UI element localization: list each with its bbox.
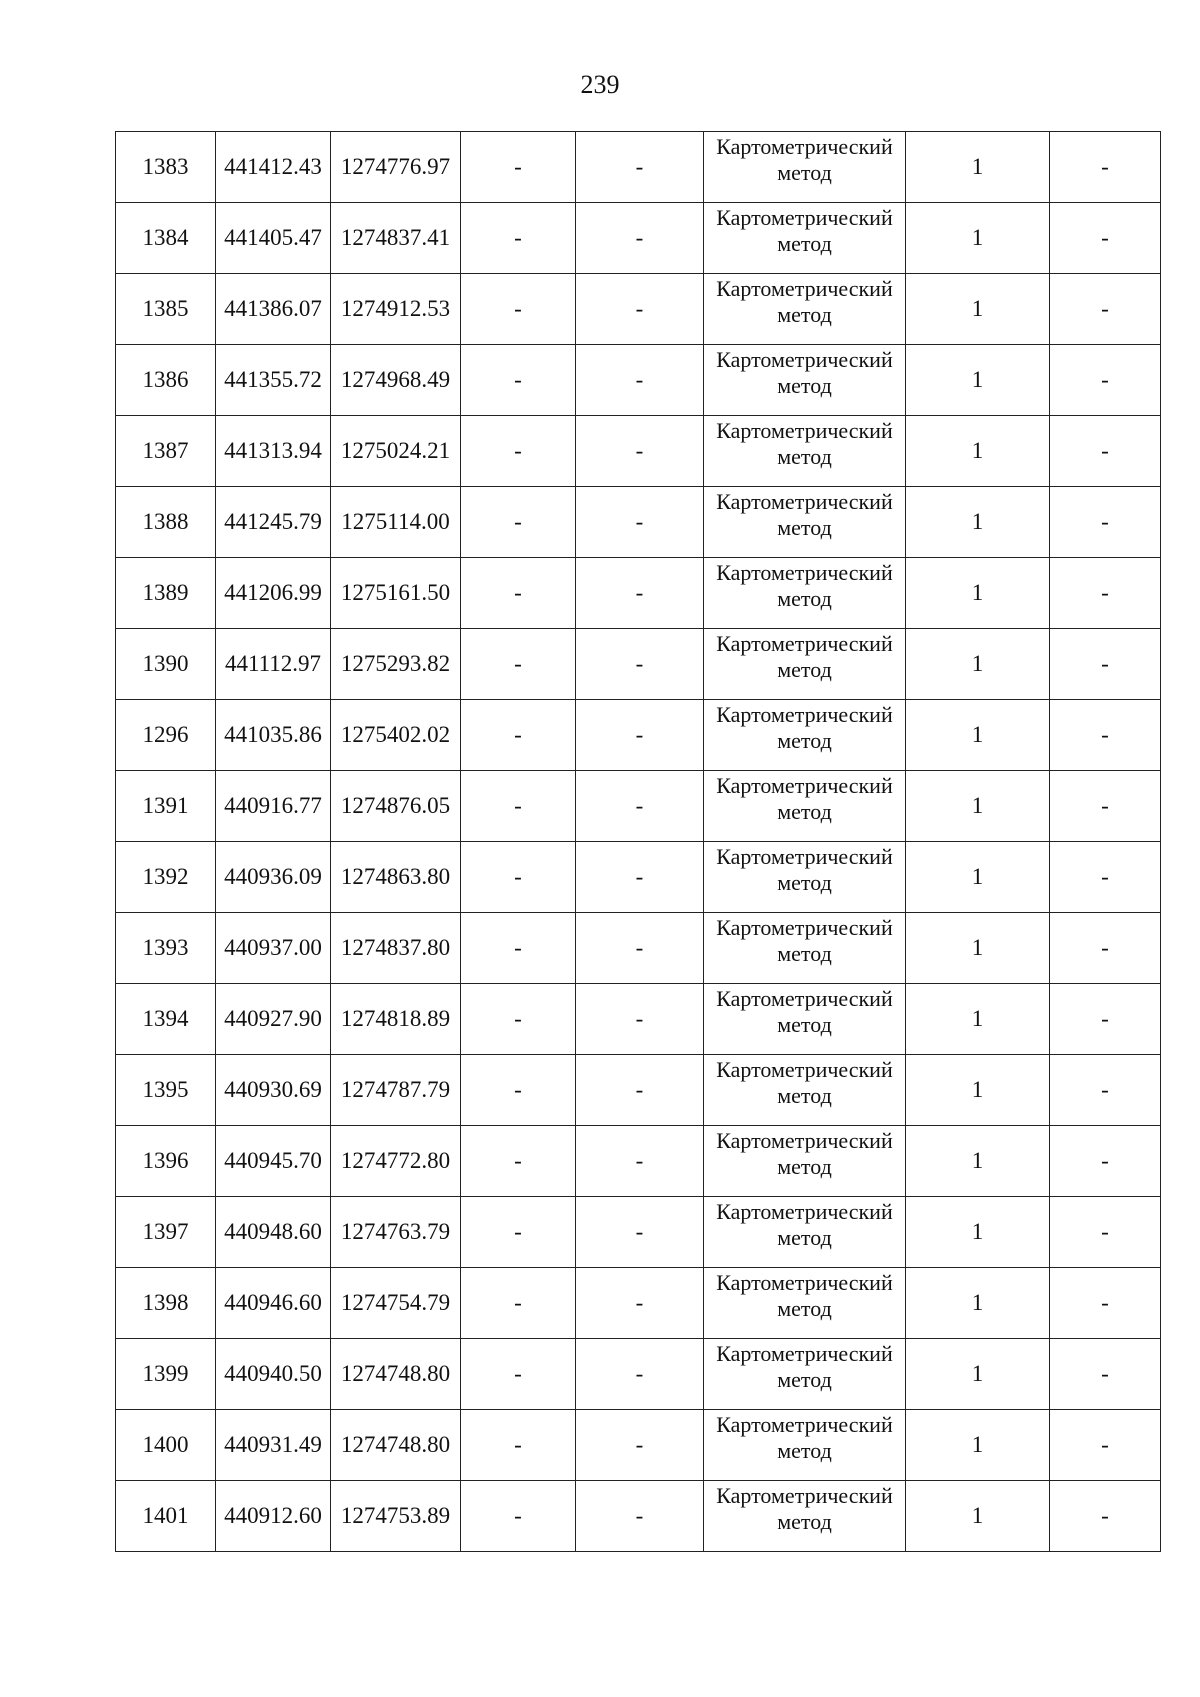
method-line-2: метод (777, 373, 832, 398)
point-number-cell: 1398 (116, 1268, 216, 1339)
method-line-1: Картометрический (716, 1199, 893, 1224)
method-line-1: Картометрический (716, 418, 893, 443)
method-cell (704, 203, 906, 274)
point-number-cell: 1400 (116, 1410, 216, 1481)
dash-cell: - (576, 1268, 704, 1339)
dash-cell: - (1050, 913, 1161, 984)
x-coordinate-cell: 440945.70 (216, 1126, 331, 1197)
dash-cell: - (576, 771, 704, 842)
y-coordinate-cell: 1274748.80 (331, 1339, 461, 1410)
method-line-1: Картометрический (716, 134, 893, 159)
x-coordinate-cell: 441245.79 (216, 487, 331, 558)
dash-cell: - (576, 1481, 704, 1552)
dash-cell: - (576, 132, 704, 203)
method-line-2: метод (777, 302, 832, 327)
dash-cell: - (576, 629, 704, 700)
method-cell (704, 558, 906, 629)
method-line-1: Картометрический (716, 844, 893, 869)
method-line-1: Картометрический (716, 1412, 893, 1437)
dash-cell: - (576, 1055, 704, 1126)
method-cell (704, 984, 906, 1055)
y-coordinate-cell: 1274787.79 (331, 1055, 461, 1126)
dash-cell: - (461, 984, 576, 1055)
dash-cell: - (1050, 345, 1161, 416)
accuracy-cell: 1 (906, 984, 1050, 1055)
dash-cell: - (461, 700, 576, 771)
table-row (116, 203, 1161, 274)
y-coordinate-cell: 1275293.82 (331, 629, 461, 700)
accuracy-cell: 1 (906, 487, 1050, 558)
method-line-2: метод (777, 1154, 832, 1179)
x-coordinate-cell: 440948.60 (216, 1197, 331, 1268)
table-row (116, 700, 1161, 771)
y-coordinate-cell: 1274776.97 (331, 132, 461, 203)
accuracy-cell: 1 (906, 203, 1050, 274)
point-number-cell: 1396 (116, 1126, 216, 1197)
table-row (116, 1126, 1161, 1197)
method-cell (704, 1126, 906, 1197)
method-cell (704, 700, 906, 771)
dash-cell: - (461, 1268, 576, 1339)
table-row (116, 558, 1161, 629)
dash-cell: - (461, 771, 576, 842)
point-number-cell: 1387 (116, 416, 216, 487)
y-coordinate-cell: 1274753.89 (331, 1481, 461, 1552)
table-row (116, 274, 1161, 345)
y-coordinate-cell: 1274748.80 (331, 1410, 461, 1481)
table-row (116, 1481, 1161, 1552)
dash-cell: - (461, 1339, 576, 1410)
x-coordinate-cell: 440931.49 (216, 1410, 331, 1481)
point-number-cell: 1296 (116, 700, 216, 771)
y-coordinate-cell: 1274818.89 (331, 984, 461, 1055)
table-row (116, 984, 1161, 1055)
accuracy-cell: 1 (906, 1339, 1050, 1410)
accuracy-cell: 1 (906, 1268, 1050, 1339)
y-coordinate-cell: 1274837.80 (331, 913, 461, 984)
method-cell (704, 1197, 906, 1268)
point-number-cell: 1394 (116, 984, 216, 1055)
method-cell (704, 771, 906, 842)
y-coordinate-cell: 1274876.05 (331, 771, 461, 842)
x-coordinate-cell: 440916.77 (216, 771, 331, 842)
dash-cell: - (576, 203, 704, 274)
accuracy-cell: 1 (906, 416, 1050, 487)
method-cell (704, 1481, 906, 1552)
method-line-1: Картометрический (716, 1270, 893, 1295)
dash-cell: - (1050, 132, 1161, 203)
dash-cell: - (461, 1410, 576, 1481)
method-line-2: метод (777, 657, 832, 682)
accuracy-cell: 1 (906, 274, 1050, 345)
table-row (116, 1268, 1161, 1339)
y-coordinate-cell: 1274968.49 (331, 345, 461, 416)
dash-cell: - (1050, 416, 1161, 487)
table-row (116, 1410, 1161, 1481)
point-number-cell: 1395 (116, 1055, 216, 1126)
point-number-cell: 1401 (116, 1481, 216, 1552)
method-line-1: Картометрический (716, 276, 893, 301)
dash-cell: - (1050, 1481, 1161, 1552)
dash-cell: - (576, 1339, 704, 1410)
dash-cell: - (1050, 771, 1161, 842)
accuracy-cell: 1 (906, 1481, 1050, 1552)
accuracy-cell: 1 (906, 771, 1050, 842)
table-row (116, 1055, 1161, 1126)
table-row (116, 1197, 1161, 1268)
dash-cell: - (1050, 1268, 1161, 1339)
table-row (116, 132, 1161, 203)
dash-cell: - (1050, 274, 1161, 345)
page-number: 239 (580, 70, 620, 99)
point-number-cell: 1392 (116, 842, 216, 913)
dash-cell: - (576, 913, 704, 984)
accuracy-cell: 1 (906, 1410, 1050, 1481)
dash-cell: - (576, 274, 704, 345)
dash-cell: - (1050, 1410, 1161, 1481)
accuracy-cell: 1 (906, 629, 1050, 700)
y-coordinate-cell: 1274863.80 (331, 842, 461, 913)
method-line-1: Картометрический (716, 489, 893, 514)
y-coordinate-cell: 1274754.79 (331, 1268, 461, 1339)
dash-cell: - (1050, 700, 1161, 771)
method-line-1: Картометрический (716, 773, 893, 798)
table-row (116, 487, 1161, 558)
x-coordinate-cell: 441355.72 (216, 345, 331, 416)
dash-cell: - (461, 274, 576, 345)
table-row (116, 416, 1161, 487)
dash-cell: - (1050, 203, 1161, 274)
method-line-2: метод (777, 1225, 832, 1250)
x-coordinate-cell: 440937.00 (216, 913, 331, 984)
method-line-1: Картометрический (716, 915, 893, 940)
x-coordinate-cell: 440927.90 (216, 984, 331, 1055)
y-coordinate-cell: 1274912.53 (331, 274, 461, 345)
method-line-1: Картометрический (716, 631, 893, 656)
method-line-1: Картометрический (716, 1057, 893, 1082)
x-coordinate-cell: 441035.86 (216, 700, 331, 771)
point-number-cell: 1390 (116, 629, 216, 700)
x-coordinate-cell: 441386.07 (216, 274, 331, 345)
method-cell (704, 132, 906, 203)
method-line-1: Картометрический (716, 205, 893, 230)
accuracy-cell: 1 (906, 1197, 1050, 1268)
method-cell (704, 1268, 906, 1339)
accuracy-cell: 1 (906, 842, 1050, 913)
method-cell (704, 487, 906, 558)
method-cell (704, 345, 906, 416)
table-row (116, 842, 1161, 913)
y-coordinate-cell: 1275161.50 (331, 558, 461, 629)
method-line-2: метод (777, 1509, 832, 1534)
method-line-2: метод (777, 1083, 832, 1108)
dash-cell: - (576, 345, 704, 416)
method-line-2: метод (777, 941, 832, 966)
point-number-cell: 1383 (116, 132, 216, 203)
dash-cell: - (576, 1126, 704, 1197)
method-line-1: Картометрический (716, 1341, 893, 1366)
point-number-cell: 1389 (116, 558, 216, 629)
method-line-2: метод (777, 586, 832, 611)
point-number-cell: 1385 (116, 274, 216, 345)
table-row (116, 345, 1161, 416)
accuracy-cell: 1 (906, 1055, 1050, 1126)
point-number-cell: 1399 (116, 1339, 216, 1410)
method-line-1: Картометрический (716, 702, 893, 727)
dash-cell: - (461, 842, 576, 913)
dash-cell: - (1050, 984, 1161, 1055)
dash-cell: - (461, 487, 576, 558)
method-cell (704, 274, 906, 345)
dash-cell: - (1050, 1339, 1161, 1410)
accuracy-cell: 1 (906, 132, 1050, 203)
dash-cell: - (461, 913, 576, 984)
point-number-cell: 1397 (116, 1197, 216, 1268)
accuracy-cell: 1 (906, 345, 1050, 416)
dash-cell: - (576, 558, 704, 629)
dash-cell: - (1050, 1197, 1161, 1268)
coordinates-table (115, 131, 1161, 1552)
method-cell (704, 842, 906, 913)
dash-cell: - (576, 700, 704, 771)
x-coordinate-cell: 440946.60 (216, 1268, 331, 1339)
y-coordinate-cell: 1274772.80 (331, 1126, 461, 1197)
dash-cell: - (461, 1481, 576, 1552)
x-coordinate-cell: 441112.97 (216, 629, 331, 700)
dash-cell: - (576, 1410, 704, 1481)
table-row (116, 1339, 1161, 1410)
dash-cell: - (461, 1197, 576, 1268)
method-line-1: Картометрический (716, 1483, 893, 1508)
method-line-1: Картометрический (716, 1128, 893, 1153)
method-line-2: метод (777, 1296, 832, 1321)
method-line-2: метод (777, 231, 832, 256)
point-number-cell: 1388 (116, 487, 216, 558)
y-coordinate-cell: 1275024.21 (331, 416, 461, 487)
dash-cell: - (1050, 1126, 1161, 1197)
dash-cell: - (461, 1126, 576, 1197)
point-number-cell: 1384 (116, 203, 216, 274)
dash-cell: - (576, 984, 704, 1055)
method-line-2: метод (777, 870, 832, 895)
accuracy-cell: 1 (906, 1126, 1050, 1197)
y-coordinate-cell: 1274763.79 (331, 1197, 461, 1268)
point-number-cell: 1393 (116, 913, 216, 984)
dash-cell: - (1050, 558, 1161, 629)
dash-cell: - (1050, 1055, 1161, 1126)
dash-cell: - (461, 345, 576, 416)
method-cell (704, 913, 906, 984)
method-cell (704, 1055, 906, 1126)
method-line-2: метод (777, 1012, 832, 1037)
dash-cell: - (1050, 629, 1161, 700)
table-row (116, 771, 1161, 842)
dash-cell: - (1050, 842, 1161, 913)
method-line-2: метод (777, 444, 832, 469)
method-line-2: метод (777, 1367, 832, 1392)
dash-cell: - (461, 203, 576, 274)
dash-cell: - (576, 1197, 704, 1268)
y-coordinate-cell: 1274837.41 (331, 203, 461, 274)
method-line-1: Картометрический (716, 986, 893, 1011)
dash-cell: - (461, 1055, 576, 1126)
method-line-2: метод (777, 1438, 832, 1463)
x-coordinate-cell: 440936.09 (216, 842, 331, 913)
point-number-cell: 1391 (116, 771, 216, 842)
x-coordinate-cell: 441412.43 (216, 132, 331, 203)
point-number-cell: 1386 (116, 345, 216, 416)
dash-cell: - (576, 842, 704, 913)
dash-cell: - (461, 416, 576, 487)
method-cell (704, 629, 906, 700)
x-coordinate-cell: 441206.99 (216, 558, 331, 629)
x-coordinate-cell: 441405.47 (216, 203, 331, 274)
method-line-1: Картометрический (716, 347, 893, 372)
method-cell (704, 416, 906, 487)
x-coordinate-cell: 440930.69 (216, 1055, 331, 1126)
method-cell (704, 1410, 906, 1481)
table-row (116, 629, 1161, 700)
accuracy-cell: 1 (906, 913, 1050, 984)
y-coordinate-cell: 1275402.02 (331, 700, 461, 771)
method-line-2: метод (777, 515, 832, 540)
x-coordinate-cell: 441313.94 (216, 416, 331, 487)
y-coordinate-cell: 1275114.00 (331, 487, 461, 558)
method-line-1: Картометрический (716, 560, 893, 585)
accuracy-cell: 1 (906, 558, 1050, 629)
dash-cell: - (576, 416, 704, 487)
dash-cell: - (461, 558, 576, 629)
x-coordinate-cell: 440912.60 (216, 1481, 331, 1552)
method-line-2: метод (777, 728, 832, 753)
dash-cell: - (576, 487, 704, 558)
method-line-2: метод (777, 160, 832, 185)
method-cell (704, 1339, 906, 1410)
dash-cell: - (461, 132, 576, 203)
dash-cell: - (461, 629, 576, 700)
table-body (116, 132, 1161, 1552)
accuracy-cell: 1 (906, 700, 1050, 771)
method-line-2: метод (777, 799, 832, 824)
x-coordinate-cell: 440940.50 (216, 1339, 331, 1410)
table-row (116, 913, 1161, 984)
dash-cell: - (1050, 487, 1161, 558)
